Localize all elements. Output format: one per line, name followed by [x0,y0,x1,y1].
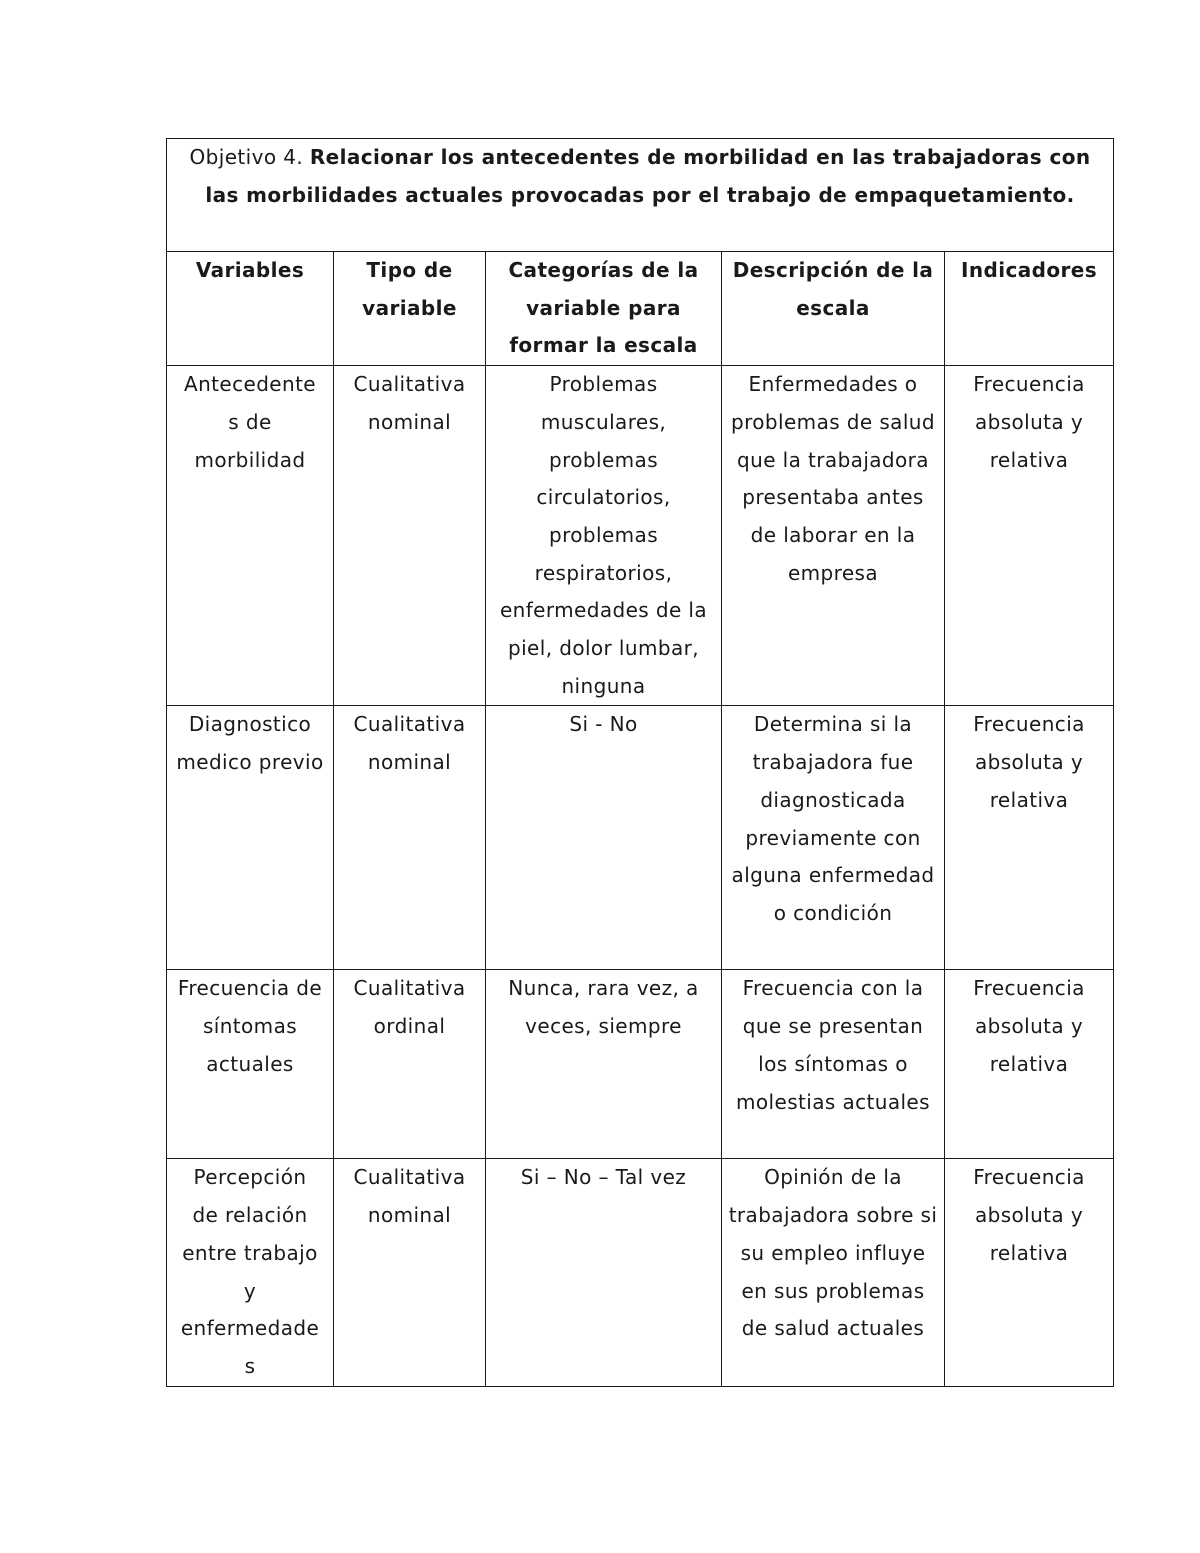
cell-variable: Frecuencia de síntomas actuales [167,970,334,1159]
header-tipo-de-variable: Tipo de variable [334,252,486,366]
table-row [167,1159,1114,1386]
header-variables: Variables [167,252,334,366]
header-categorias: Categorías de la variable para formar la escala [486,252,722,366]
cell-indicadores: Frecuencia absoluta y relativa [945,970,1114,1159]
cell-indicadores: Frecuencia absoluta y relativa [945,1159,1114,1386]
cell-descripcion: Enfermedades o problemas de salud que la trabajadora presentaba antes de laborar en la empresa [722,366,945,706]
objective-cell [167,139,1114,252]
header-descripcion: Descripción de la escala [722,252,945,366]
cell-categorias: Si - No [486,706,722,970]
cell-indicadores: Frecuencia absoluta y relativa [945,366,1114,706]
cell-tipo: Cualitativa nominal [334,1159,486,1386]
cell-descripcion: Frecuencia con la que se presentan los síntomas o molestias actuales [722,970,945,1159]
operationalization-table [166,138,1114,1387]
cell-variable: Percepción de relación entre trabajo y enfermedade s [167,1159,334,1386]
cell-descripcion: Opinión de la trabajadora sobre si su empleo influye en sus problemas de salud actuales [722,1159,945,1386]
table-row [167,706,1114,970]
cell-tipo: Cualitativa nominal [334,706,486,970]
cell-categorias: Si – No – Tal vez [486,1159,722,1386]
header-indicadores: Indicadores [945,252,1114,366]
objective-title: Relacionar los antecedentes de morbilidad en las trabajadoras con las morbilidades actuales provocadas por el trabajo de empaquetamiento. [205,145,1091,207]
header-row [167,252,1114,366]
cell-categorias: Problemas musculares, problemas circulatorios, problemas respiratorios, enfermedades de la piel, dolor lumbar, ninguna [486,366,722,706]
table-row [167,970,1114,1159]
cell-descripcion: Determina si la trabajadora fue diagnosticada previamente con alguna enfermedad o condición [722,706,945,970]
cell-variable: Antecedente s de morbilidad [167,366,334,706]
cell-indicadores: Frecuencia absoluta y relativa [945,706,1114,970]
cell-categorias: Nunca, rara vez, a veces, siempre [486,970,722,1159]
cell-tipo: Cualitativa ordinal [334,970,486,1159]
cell-tipo: Cualitativa nominal [334,366,486,706]
objective-prefix: Objetivo 4. [189,145,310,169]
objective-row [167,139,1114,252]
table-row [167,366,1114,706]
cell-variable: Diagnostico medico previo [167,706,334,970]
